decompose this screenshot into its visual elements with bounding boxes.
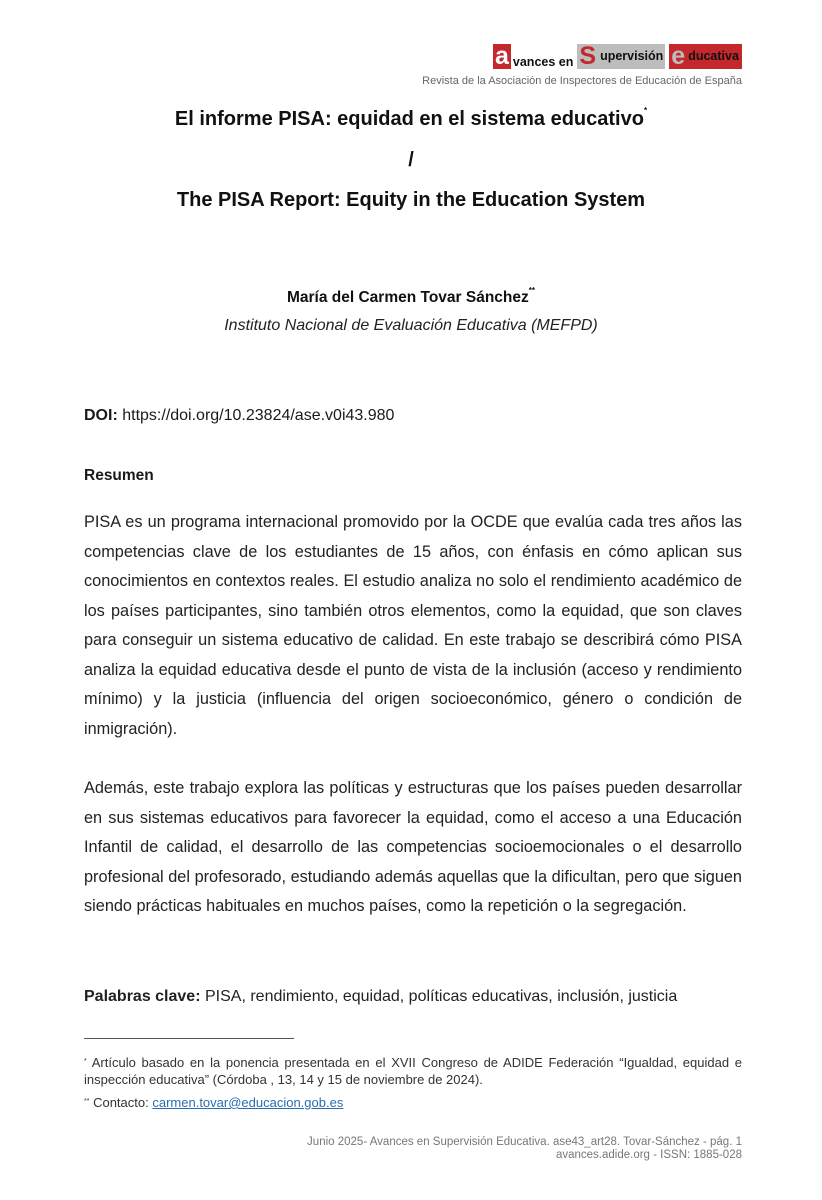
footnote-2 [84, 1094, 742, 1111]
abstract-paragraph-1: PISA es un programa internacional promovido por la OCDE que evalúa cada tres años las competencias clave de los estudiantes de 15 años, con énfasis en cómo aplican sus conocimientos en contextos reales. El estudio analiza no solo el rendimiento académico de los países participantes, sino también otros elementos, como la equidad, que son claves para conseguir un sistema educativo de calidad. En este trabajo se describirá cómo PISA analiza la equidad educativa desde el punto de vista de la inclusión (acceso y rendimiento mínimo) y la justicia (influencia del origen socioeconómico, género o condición de inmigración). [84, 513, 742, 738]
footnote-2-mark: ** [84, 1098, 90, 1105]
title-separator: / [408, 149, 414, 171]
page-footer-line-2: avances.adide.org - ISSN: 1885-028 [555, 1149, 742, 1161]
doi-link[interactable]: https://doi.org/10.23824/ase.v0i43.980 [122, 407, 395, 424]
abstract-heading: Resumen [84, 467, 154, 484]
author-affiliation: Instituto Nacional de Evaluación Educativa (MEFPD) [224, 317, 598, 334]
abstract-paragraph-2: Además, este trabajo explora las políticas y estructuras que los países pueden desarrollar en sus sistemas educativos para favorecer la equidad, como el acceso a una Educación Infantil de calidad, el desarrollo de las competencias socioemocionales o el desarrollo profesional del profesorado, estudiando además aquellas que la dificultan, pero que siguen siendo prácticas habituales en muchos países, como la repetición o la segregación. [84, 779, 742, 915]
footnote-1 [84, 1054, 742, 1088]
doi-line [84, 407, 394, 425]
journal-subtitle: Revista de la Asociación de Inspectores de Educación de España [422, 75, 742, 87]
title-footnote-mark: * [643, 106, 648, 115]
author-footnote-mark: ** [528, 286, 535, 295]
logo-text-supervision: upervisión [598, 44, 665, 69]
keywords-label: Palabras clave: [84, 988, 201, 1005]
doi-label: DOI: [84, 407, 118, 424]
title-english: The PISA Report: Equity in the Education System [176, 189, 646, 211]
logo-letter-a: a [495, 42, 509, 70]
title-spanish-text: El informe PISA: equidad en el sistema educativo [174, 108, 644, 130]
logo-text-avances: vances en [512, 55, 574, 69]
page-footer-line-1: Junio 2025- Avances en Supervisión Educativa. ase43_art28. Tovar-Sánchez - pág. 1 [307, 1136, 742, 1148]
logo-letter-e: e [671, 42, 686, 70]
logo-text-educativa: ducativa [687, 44, 742, 69]
logo-letter-s: S [579, 42, 597, 70]
footnote-divider [84, 1038, 294, 1039]
keywords-line [84, 988, 677, 1006]
footnote-1-mark: * [84, 1058, 87, 1065]
title-spanish [0, 108, 822, 131]
contact-email-link[interactable]: carmen.tovar@educacion.gob.es [152, 1095, 344, 1110]
logo-segment-avances [493, 42, 577, 71]
footnote-1-text: Artículo basado en la ponencia presentada en el XVII Congreso de ADIDE Federación “Igualdad, equidad e inspección educativa” (Córdoba , 13, 14 y 15 de noviembre de 2024). [84, 1055, 742, 1087]
author-name: María del Carmen Tovar Sánchez [286, 289, 529, 306]
logo-segment-educativa [669, 42, 742, 71]
keywords-value: PISA, rendimiento, equidad, políticas educativas, inclusión, justicia [204, 988, 678, 1005]
journal-logo [493, 42, 742, 71]
author-block [0, 286, 822, 307]
logo-segment-supervision [577, 42, 669, 71]
footnote-2-label: Contacto: [93, 1095, 149, 1110]
